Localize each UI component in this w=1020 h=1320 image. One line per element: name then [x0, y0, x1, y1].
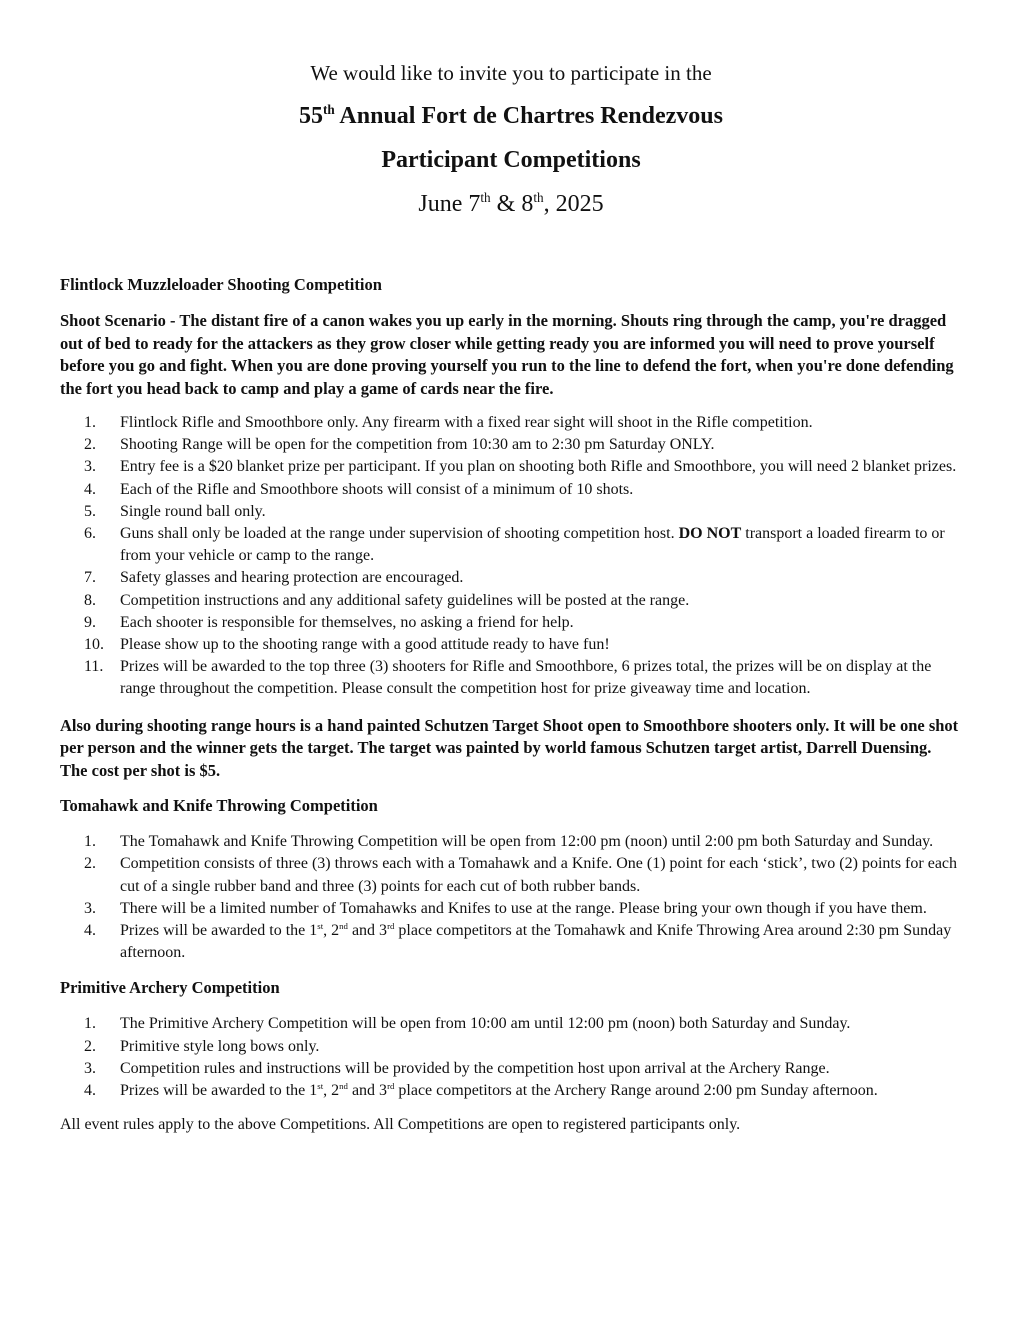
tomahawk-heading: Tomahawk and Knife Throwing Competition [60, 796, 378, 816]
list-item: 4. Prizes will be awarded to the 1st, 2nd and 3rd place competitors at the Tomahawk and Knife Throwing Area around 2:30 pm Sunday afternoon. [84, 920, 952, 962]
list-item: 2. Competition consists of three (3) throws each with a Tomahawk and a Knife. One (1) point for each ‘stick’, two (2) points for each cut of a single rubber band and three (3) points for each cut of both rubber bands. [84, 855, 958, 895]
list-item: 5. Single round ball only. [84, 502, 266, 520]
event-name: Annual Fort de Chartres Rendezvous [334, 103, 723, 129]
event-date: June 7th & 8th, 2025 [418, 190, 604, 217]
list-item: 2. Shooting Range will be open for the competition from 10:30 am to 2:30 pm Saturday ONLY. [84, 436, 715, 454]
list-item: 10. Please show up to the shooting range with a good attitude ready to have fun! [84, 636, 610, 654]
list-item: 11. Prizes will be awarded to the top three (3) shooters for Rifle and Smoothbore, 6 prizes total, the prizes will be on display at the range throughout the competition. Please consult the competition host for prize giveaway time and location. [84, 658, 932, 698]
list-item: 8. Competition instructions and any additional safety guidelines will be posted at the range. [84, 591, 690, 609]
edition-suffix: th [323, 102, 335, 117]
shoot-scenario: Shoot Scenario - The distant fire of a canon wakes you up early in the morning. Shouts ring through the camp, you're dragged out of bed to ready for the attackers as they grow closer while getting ready you are informed you will need to prove yourself before you go and fight. When you are done proving yourself you run to the line to defend the fort, when you're done defending the fort you head back to camp and play a game of cards near the fire. [60, 311, 954, 398]
flintlock-rules-list [60, 412, 962, 701]
list-item: 7. Safety glasses and hearing protection are encouraged. [84, 569, 464, 587]
list-item: 3. There will be a limited number of Tomahawks and Knifes to use at the range. Please bring your own though if you have them. [84, 899, 927, 917]
list-item: 2. Primitive style long bows only. [84, 1037, 320, 1055]
event-edition-number: 55 [299, 103, 324, 129]
archery-heading: Primitive Archery Competition [60, 978, 280, 998]
list-item: 3. Entry fee is a $20 blanket prize per participant. If you plan on shooting both Rifle and Smoothbore, you will need 2 blanket prizes. [84, 458, 957, 476]
do-not-emphasis: DO NOT [678, 525, 742, 543]
footer-note: All event rules apply to the above Competitions. All Competitions are open to registered participants only. [60, 1116, 741, 1134]
list-item: 9. Each shooter is responsible for themselves, no asking a friend for help. [84, 613, 574, 631]
tomahawk-rules-list [60, 831, 962, 964]
event-subtitle: Participant Competitions [381, 147, 641, 173]
list-item: 4. Prizes will be awarded to the 1st, 2nd and 3rd place competitors at the Archery Range around 2:00 pm Sunday afternoon. [84, 1080, 878, 1099]
list-item: 1. The Tomahawk and Knife Throwing Competition will be open from 12:00 pm (noon) until 2:00 pm both Saturday and Sunday. [84, 833, 934, 851]
invitation-intro: We would like to invite you to participate in the [310, 61, 712, 85]
list-item: 4. Each of the Rifle and Smoothbore shoots will consist of a minimum of 10 shots. [84, 480, 634, 498]
flintlock-heading: Flintlock Muzzleloader Shooting Competition [60, 275, 382, 294]
list-item: 1. Flintlock Rifle and Smoothbore only. Any firearm with a fixed rear sight will shoot in the Rifle competition. [84, 414, 813, 431]
archery-rules-list [60, 1013, 962, 1102]
document-page [60, 58, 962, 1136]
event-title [60, 100, 962, 132]
list-item: 1. The Primitive Archery Competition will be open from 10:00 am until 12:00 pm (noon) both Saturday and Sunday. [84, 1015, 851, 1033]
list-item: 6. Guns shall only be loaded at the range under supervision of shooting competition host. DO NOT transport a loaded firearm to or from your vehicle or camp to the range. [84, 525, 945, 565]
schutzen-target-note: Also during shooting range hours is a hand painted Schutzen Target Shoot open to Smoothbore shooters only. It will be one shot per person and the winner gets the target. The target was painted by world famous Schutzen target artist, Darrell Duensing. The cost per shot is $5. [60, 715, 959, 780]
list-item: 3. Competition rules and instructions will be provided by the competition host upon arrival at the Archery Range. [84, 1059, 830, 1077]
